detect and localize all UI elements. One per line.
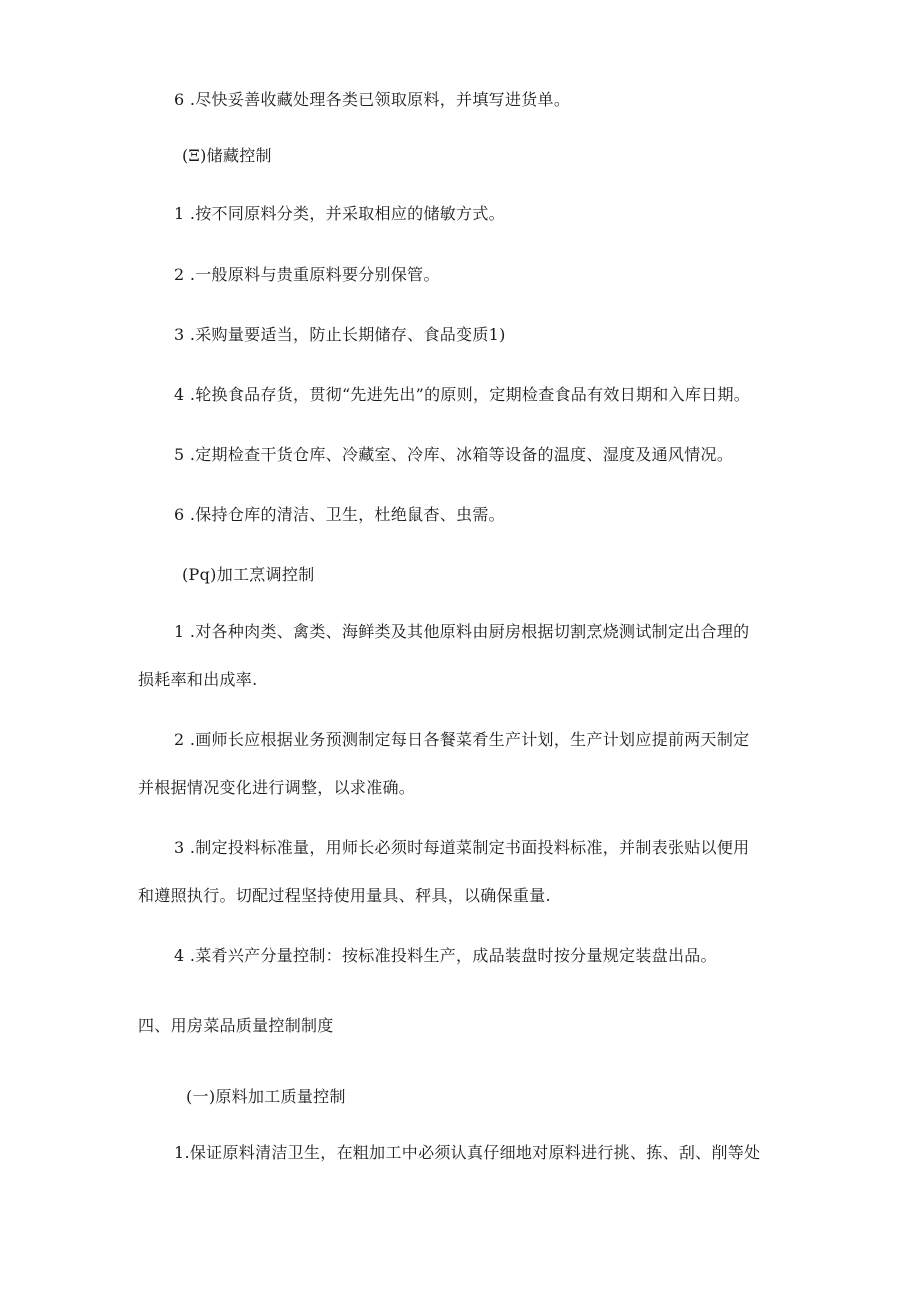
paragraph-line: 2 .一般原料与贵重原料要分别保管。 <box>174 265 440 284</box>
paragraph-line: 1 .对各种肉类、禽类、海鲜类及其他原料由厨房根据切割烹烧测试制定出合理的 <box>174 622 750 641</box>
paragraph-line: 6 .尽快妥善收藏处理各类已领取原料，并填写进货单。 <box>174 90 571 109</box>
paragraph-line: 4 .轮换食品存货，贯彻“先进先出”的原则，定期检查食品有效日期和入库日期。 <box>174 385 751 404</box>
paragraph-line: 1 .按不同原料分类，并采取相应的储敏方式。 <box>174 204 505 223</box>
paragraph-line: 3 .采购量要适当，防止长期储存、食品变质1) <box>174 325 506 344</box>
subsection-heading: (一)原料加工质量控制 <box>186 1087 346 1106</box>
paragraph-line: 并根据情况变化进行调整，以求准确。 <box>138 778 416 797</box>
paragraph-line: 3 .制定投料标准量，用师长必须时每道菜制定书面投料标准，并制表张贴以便用 <box>174 838 750 857</box>
section-heading: (Ξ)储藏控制 <box>182 146 272 165</box>
paragraph-line: 4 .菜肴兴产分量控制：按标准投料生产，成品装盘时按分量规定装盘出品。 <box>174 946 717 965</box>
section-heading: (Pq)加工烹调控制 <box>182 565 315 584</box>
paragraph-line: 6 .保持仓库的清洁、卫生，杜绝鼠杳、虫需。 <box>174 505 505 524</box>
paragraph-line: 损耗率和出成率. <box>138 670 258 689</box>
paragraph-line: 2 .画师长应根据业务预测制定每日各餐菜肴生产计划，生产计划应提前两天制定 <box>174 730 750 749</box>
paragraph-line: 1.保证原料清洁卫生，在粗加工中必须认真仔细地对原料进行挑、拣、刮、削等处 <box>174 1143 761 1162</box>
paragraph-line: 和遵照执行。切配过程坚持使用量具、秤具，以确保重量. <box>138 886 551 905</box>
paragraph-line: 5 .定期检查干货仓库、冷藏室、冷库、冰箱等设备的温度、湿度及通风情况。 <box>174 445 734 464</box>
section-heading: 四、用房菜品质量控制制度 <box>138 1016 334 1035</box>
